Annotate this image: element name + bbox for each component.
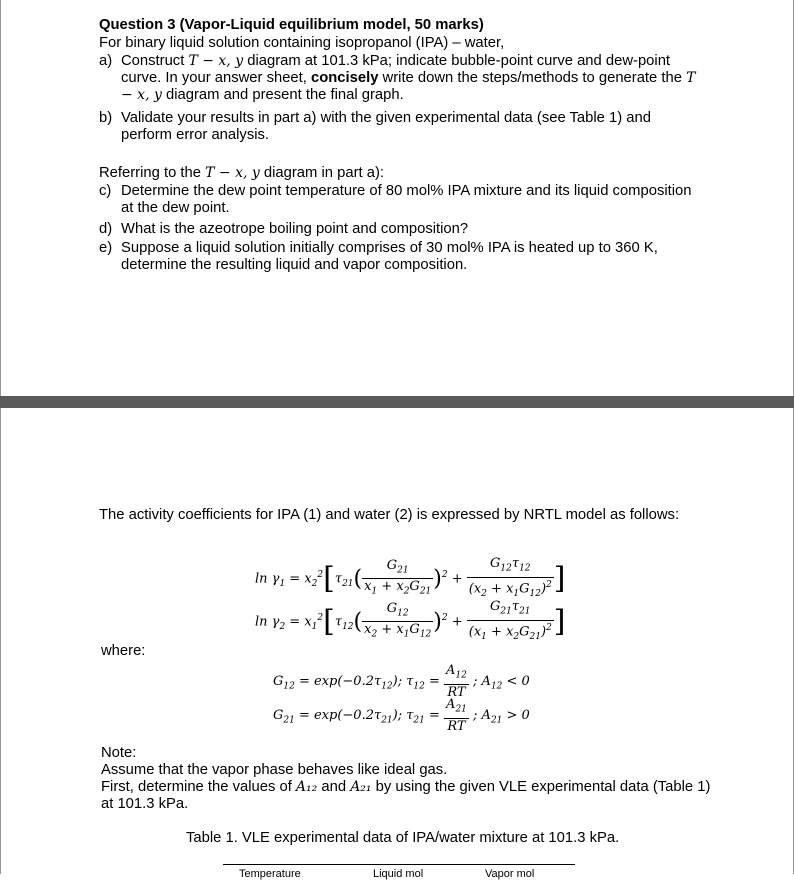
part-d-label: d) xyxy=(99,221,113,237)
equation-g12: $G_{12} = \exp(-0.2\tau_{12})$; $\tau_{12}$ = $\frac{A_{12}}{RT}$ ; $A_{12} < 0$ xyxy=(273,663,530,700)
part-c-label: c) xyxy=(99,183,112,199)
note-line-1: Assume that the vapor phase behaves like ideal gas. xyxy=(101,762,448,778)
note-title: Note: xyxy=(101,745,137,761)
part-d xyxy=(99,221,709,239)
part-e-label: e) xyxy=(99,240,113,256)
table-header-temperature: Temperature xyxy=(239,868,301,880)
part-b-label: b) xyxy=(99,110,113,126)
table-header-vapor: Vapor mol xyxy=(485,868,535,880)
where-label: where: xyxy=(101,643,146,659)
part-e xyxy=(99,240,709,276)
page-2 xyxy=(0,408,794,880)
page-1 xyxy=(0,0,794,396)
question-title: Question 3 (Vapor-Liquid equilibrium model, 50 marks) xyxy=(99,17,484,33)
part-a-text: Construct T − x, y diagram at 101.3 kPa; indicate bubble-point curve and dew-point curve. In your answer sheet, concisely write down the steps/methods to generate the T − x, y diagram and present the final graph. xyxy=(121,53,696,103)
part-a-label: a) xyxy=(99,53,113,69)
part-c xyxy=(99,183,709,219)
part-b-text: Validate your results in part a) with the given experimental data (see Table 1) and perform error analysis. xyxy=(121,110,651,143)
page-separator xyxy=(0,396,794,408)
part-a xyxy=(99,53,709,108)
activity-text: The activity coefficients for IPA (1) and water (2) is expressed by NRTL model as follows: xyxy=(99,507,680,523)
note-line-2: First, determine the values of A₁₂ and A₂₁ by using the given VLE experimental data (Table 1) at 101.3 kPa. xyxy=(101,779,711,812)
equation-gamma1: $\ln \gamma_1 = x_2^2[\tau_{21}$( $\frac{G_{21}}{x_1 + x_2G_{21}}$ )$^2$ + $\frac{G_{12}\tau_{12}}{(x_2 + x_1G_{12})^2}$ ] xyxy=(255,556,566,599)
part-d-text: What is the azeotrope boiling point and composition? xyxy=(121,221,469,237)
table-caption: Table 1. VLE experimental data of IPA/water mixture at 101.3 kPa. xyxy=(186,830,620,846)
table-header-liquid: Liquid mol xyxy=(373,868,424,880)
equation-gamma2: $\ln \gamma_2 = x_1^2[\tau_{12}$( $\frac{G_{12}}{x_2 + x_1G_{12}}$ )$^2$ + $\frac{G_{21}\tau_{21}}{(x_1 + x_2G_{21})^2}$ ] xyxy=(255,599,566,642)
part-c-text: Determine the dew point temperature of 80 mol% IPA mixture and its liquid composition at the dew point. xyxy=(121,183,692,216)
referring-line: Referring to the T − x, y diagram in part a): xyxy=(99,165,384,181)
part-b xyxy=(99,110,709,146)
part-e-text: Suppose a liquid solution initially comprises of 30 mol% IPA is heated up to 360 K, determine the resulting liquid and vapor composition. xyxy=(121,240,658,273)
question-intro: For binary liquid solution containing isopropanol (IPA) – water, xyxy=(99,35,505,51)
equation-g21: $G_{21} = \exp(-0.2\tau_{21})$; $\tau_{21}$ = $\frac{A_{21}}{RT}$ ; $A_{21} > 0$ xyxy=(273,697,530,734)
